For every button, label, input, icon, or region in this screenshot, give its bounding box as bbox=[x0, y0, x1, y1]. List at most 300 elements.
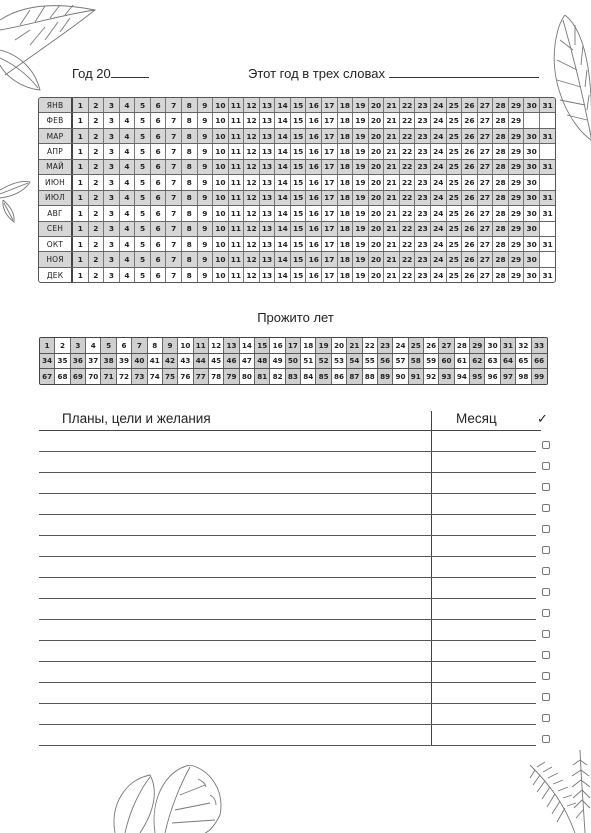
day-cell[interactable]: 11 bbox=[229, 129, 245, 143]
day-cell[interactable]: 21 bbox=[384, 160, 400, 174]
day-cell[interactable]: 5 bbox=[135, 237, 151, 251]
day-cell[interactable]: 20 bbox=[369, 252, 385, 266]
year-cell[interactable]: 59 bbox=[424, 354, 439, 369]
day-cell[interactable]: 26 bbox=[462, 191, 478, 205]
day-cell[interactable]: 4 bbox=[120, 237, 136, 251]
day-cell[interactable]: 12 bbox=[244, 175, 260, 189]
day-cell[interactable]: 4 bbox=[120, 113, 136, 127]
day-cell[interactable]: 11 bbox=[229, 222, 245, 236]
day-cell[interactable]: 14 bbox=[275, 252, 291, 266]
year-cell[interactable]: 54 bbox=[347, 354, 362, 369]
day-cell[interactable]: 17 bbox=[322, 129, 338, 143]
plan-line[interactable] bbox=[39, 703, 536, 704]
day-cell[interactable]: 1 bbox=[73, 113, 89, 127]
day-cell[interactable]: 16 bbox=[306, 191, 322, 205]
day-cell[interactable]: 30 bbox=[524, 191, 540, 205]
day-cell[interactable]: 10 bbox=[213, 191, 229, 205]
day-cell[interactable]: 26 bbox=[462, 113, 478, 127]
day-cell[interactable]: 18 bbox=[338, 268, 354, 282]
day-cell[interactable]: 17 bbox=[322, 175, 338, 189]
year-cell[interactable]: 39 bbox=[117, 354, 132, 369]
day-cell[interactable]: 3 bbox=[104, 206, 120, 220]
day-cell[interactable]: 21 bbox=[384, 191, 400, 205]
year-cell[interactable]: 19 bbox=[316, 338, 331, 353]
day-cell[interactable]: 2 bbox=[89, 237, 105, 251]
day-cell[interactable]: 26 bbox=[462, 144, 478, 158]
day-cell[interactable]: 25 bbox=[447, 268, 463, 282]
day-cell[interactable]: 15 bbox=[291, 222, 307, 236]
day-cell[interactable]: 29 bbox=[509, 268, 525, 282]
day-cell[interactable]: 22 bbox=[400, 206, 416, 220]
year-cell[interactable]: 35 bbox=[55, 354, 70, 369]
day-cell[interactable]: 28 bbox=[493, 191, 509, 205]
day-cell[interactable]: 24 bbox=[431, 129, 447, 143]
day-cell[interactable]: 18 bbox=[338, 144, 354, 158]
year-cell[interactable]: 65 bbox=[516, 354, 531, 369]
day-cell[interactable]: 31 bbox=[542, 270, 553, 280]
day-cell[interactable]: 22 bbox=[400, 237, 416, 251]
day-cell[interactable]: 17 bbox=[322, 191, 338, 205]
plan-line[interactable] bbox=[39, 493, 536, 494]
day-cell[interactable]: 13 bbox=[260, 144, 276, 158]
day-cell[interactable]: 30 bbox=[524, 237, 540, 251]
day-cell[interactable]: 20 bbox=[369, 98, 385, 112]
day-cell[interactable]: 13 bbox=[260, 160, 276, 174]
day-cell[interactable]: 9 bbox=[198, 222, 214, 236]
day-cell[interactable]: 4 bbox=[120, 144, 136, 158]
day-cell[interactable]: 20 bbox=[369, 160, 385, 174]
year-cell[interactable]: 79 bbox=[224, 369, 239, 384]
empty-day-cell[interactable] bbox=[540, 144, 556, 158]
day-cell[interactable]: 16 bbox=[306, 160, 322, 174]
day-cell[interactable]: 21 bbox=[384, 113, 400, 127]
day-cell[interactable]: 28 bbox=[493, 175, 509, 189]
day-cell[interactable]: 11 bbox=[229, 268, 245, 282]
year-cell[interactable]: 12 bbox=[209, 338, 224, 353]
day-cell[interactable]: 14 bbox=[275, 144, 291, 158]
year-cell[interactable]: 6 bbox=[117, 338, 132, 353]
year-cell[interactable]: 40 bbox=[132, 354, 147, 369]
day-cell[interactable]: 19 bbox=[353, 144, 369, 158]
year-cell[interactable]: 38 bbox=[101, 354, 116, 369]
plan-checkbox[interactable] bbox=[542, 525, 550, 533]
plan-checkbox[interactable] bbox=[542, 441, 550, 449]
day-cell[interactable]: 22 bbox=[400, 113, 416, 127]
year-cell[interactable]: 53 bbox=[332, 354, 347, 369]
day-cell[interactable]: 6 bbox=[151, 268, 167, 282]
year-cell[interactable]: 91 bbox=[409, 369, 424, 384]
day-cell[interactable]: 2 bbox=[89, 98, 105, 112]
day-cell[interactable]: 24 bbox=[431, 268, 447, 282]
day-cell[interactable]: 2 bbox=[89, 252, 105, 266]
day-cell[interactable]: 12 bbox=[244, 222, 260, 236]
day-cell[interactable]: 26 bbox=[462, 252, 478, 266]
year-cell[interactable]: 48 bbox=[255, 354, 270, 369]
day-cell[interactable]: 9 bbox=[198, 252, 214, 266]
day-cell[interactable]: 11 bbox=[229, 98, 245, 112]
year-cell[interactable]: 47 bbox=[240, 354, 255, 369]
year-cell[interactable]: 52 bbox=[316, 354, 331, 369]
day-cell[interactable]: 2 bbox=[89, 222, 105, 236]
three-words-input-line[interactable] bbox=[389, 77, 539, 78]
plan-line[interactable] bbox=[39, 556, 536, 557]
day-cell[interactable]: 5 bbox=[135, 129, 151, 143]
day-cell[interactable]: 25 bbox=[447, 191, 463, 205]
day-cell[interactable]: 13 bbox=[260, 175, 276, 189]
day-cell[interactable]: 27 bbox=[478, 175, 494, 189]
day-cell[interactable]: 14 bbox=[275, 222, 291, 236]
day-cell[interactable]: 6 bbox=[151, 252, 167, 266]
day-cell[interactable]: 14 bbox=[275, 206, 291, 220]
day-cell[interactable]: 8 bbox=[182, 98, 198, 112]
day-cell[interactable]: 1 bbox=[73, 191, 89, 205]
year-cell[interactable]: 11 bbox=[194, 338, 209, 353]
day-cell[interactable]: 5 bbox=[135, 175, 151, 189]
year-cell[interactable]: 36 bbox=[71, 354, 86, 369]
day-cell[interactable]: 28 bbox=[493, 268, 509, 282]
year-cell[interactable]: 96 bbox=[485, 369, 500, 384]
day-cell[interactable]: 6 bbox=[151, 237, 167, 251]
day-cell[interactable]: 31 bbox=[542, 208, 553, 218]
day-cell[interactable]: 6 bbox=[151, 160, 167, 174]
day-cell[interactable]: 24 bbox=[431, 144, 447, 158]
day-cell[interactable]: 20 bbox=[369, 113, 385, 127]
day-cell[interactable]: 19 bbox=[353, 237, 369, 251]
day-cell[interactable]: 6 bbox=[151, 98, 167, 112]
day-cell[interactable]: 30 bbox=[524, 268, 540, 282]
year-cell[interactable]: 23 bbox=[378, 338, 393, 353]
day-cell[interactable]: 16 bbox=[306, 252, 322, 266]
day-cell[interactable]: 26 bbox=[462, 98, 478, 112]
day-cell[interactable]: 15 bbox=[291, 175, 307, 189]
day-cell[interactable]: 4 bbox=[120, 175, 136, 189]
plan-checkbox[interactable] bbox=[542, 462, 550, 470]
year-cell[interactable]: 7 bbox=[132, 338, 147, 353]
year-cell[interactable]: 67 bbox=[40, 369, 55, 384]
day-cell[interactable]: 4 bbox=[120, 98, 136, 112]
day-cell[interactable]: 18 bbox=[338, 129, 354, 143]
year-cell[interactable]: 43 bbox=[178, 354, 193, 369]
day-cell[interactable]: 19 bbox=[353, 98, 369, 112]
day-cell[interactable]: 23 bbox=[415, 160, 431, 174]
plan-checkbox[interactable] bbox=[542, 504, 550, 512]
day-cell[interactable]: 1 bbox=[73, 268, 89, 282]
day-cell[interactable]: 13 bbox=[260, 252, 276, 266]
day-cell[interactable]: 18 bbox=[338, 237, 354, 251]
day-cell[interactable]: 14 bbox=[275, 268, 291, 282]
day-cell[interactable]: 1 bbox=[73, 252, 89, 266]
day-cell[interactable]: 21 bbox=[384, 237, 400, 251]
day-cell[interactable]: 25 bbox=[447, 206, 463, 220]
day-cell[interactable]: 20 bbox=[369, 191, 385, 205]
day-cell[interactable]: 7 bbox=[166, 206, 182, 220]
day-cell[interactable]: 23 bbox=[415, 175, 431, 189]
plan-line[interactable] bbox=[39, 514, 536, 515]
year-cell[interactable]: 50 bbox=[286, 354, 301, 369]
year-cell[interactable]: 9 bbox=[163, 338, 178, 353]
day-cell[interactable]: 10 bbox=[213, 113, 229, 127]
day-cell[interactable]: 7 bbox=[166, 237, 182, 251]
day-cell[interactable]: 8 bbox=[182, 129, 198, 143]
day-cell[interactable]: 21 bbox=[384, 222, 400, 236]
day-cell[interactable]: 28 bbox=[493, 98, 509, 112]
year-cell[interactable]: 83 bbox=[286, 369, 301, 384]
day-cell[interactable]: 16 bbox=[306, 175, 322, 189]
day-cell[interactable]: 13 bbox=[260, 98, 276, 112]
day-cell[interactable]: 3 bbox=[104, 144, 120, 158]
plan-checkbox[interactable] bbox=[542, 609, 550, 617]
day-cell[interactable]: 14 bbox=[275, 191, 291, 205]
day-cell[interactable]: 23 bbox=[415, 98, 431, 112]
day-cell[interactable]: 28 bbox=[493, 144, 509, 158]
year-cell[interactable]: 68 bbox=[55, 369, 70, 384]
day-cell[interactable]: 18 bbox=[338, 206, 354, 220]
day-cell[interactable]: 23 bbox=[415, 252, 431, 266]
day-cell[interactable]: 5 bbox=[135, 191, 151, 205]
plan-line[interactable] bbox=[39, 745, 536, 746]
day-cell[interactable]: 5 bbox=[135, 144, 151, 158]
day-cell[interactable]: 26 bbox=[462, 222, 478, 236]
day-cell[interactable]: 30 bbox=[524, 160, 540, 174]
day-cell[interactable]: 23 bbox=[415, 113, 431, 127]
day-cell[interactable]: 6 bbox=[151, 206, 167, 220]
year-cell[interactable]: 70 bbox=[86, 369, 101, 384]
day-cell[interactable]: 12 bbox=[244, 206, 260, 220]
plan-checkbox[interactable] bbox=[542, 630, 550, 638]
day-cell[interactable]: 24 bbox=[431, 98, 447, 112]
day-cell[interactable]: 28 bbox=[493, 222, 509, 236]
day-cell[interactable]: 15 bbox=[291, 206, 307, 220]
year-cell[interactable]: 63 bbox=[485, 354, 500, 369]
day-cell[interactable]: 13 bbox=[260, 222, 276, 236]
day-cell[interactable]: 22 bbox=[400, 222, 416, 236]
day-cell[interactable]: 26 bbox=[462, 268, 478, 282]
day-cell[interactable]: 28 bbox=[493, 160, 509, 174]
day-cell[interactable]: 22 bbox=[400, 191, 416, 205]
day-cell[interactable]: 22 bbox=[400, 268, 416, 282]
day-cell[interactable]: 28 bbox=[493, 237, 509, 251]
year-cell[interactable]: 51 bbox=[301, 354, 316, 369]
day-cell[interactable]: 11 bbox=[229, 144, 245, 158]
day-cell[interactable]: 6 bbox=[151, 144, 167, 158]
year-cell[interactable]: 28 bbox=[455, 338, 470, 353]
day-cell[interactable]: 3 bbox=[104, 113, 120, 127]
year-cell[interactable]: 5 bbox=[101, 338, 116, 353]
plan-line[interactable] bbox=[39, 640, 536, 641]
day-cell[interactable]: 22 bbox=[400, 175, 416, 189]
plan-checkbox[interactable] bbox=[542, 693, 550, 701]
day-cell[interactable]: 13 bbox=[260, 129, 276, 143]
year-cell[interactable]: 81 bbox=[255, 369, 270, 384]
day-cell[interactable]: 6 bbox=[151, 129, 167, 143]
day-cell[interactable]: 27 bbox=[478, 237, 494, 251]
year-cell[interactable]: 16 bbox=[270, 338, 285, 353]
day-cell[interactable]: 1 bbox=[73, 160, 89, 174]
day-cell[interactable]: 16 bbox=[306, 268, 322, 282]
day-cell[interactable]: 10 bbox=[213, 268, 229, 282]
day-cell[interactable]: 16 bbox=[306, 113, 322, 127]
day-cell[interactable]: 25 bbox=[447, 160, 463, 174]
year-field[interactable] bbox=[72, 66, 149, 81]
day-cell[interactable]: 5 bbox=[135, 206, 151, 220]
day-cell[interactable]: 13 bbox=[260, 191, 276, 205]
day-cell[interactable]: 10 bbox=[213, 222, 229, 236]
day-cell[interactable]: 4 bbox=[120, 206, 136, 220]
day-cell[interactable]: 29 bbox=[509, 237, 525, 251]
day-cell[interactable]: 28 bbox=[493, 206, 509, 220]
day-cell[interactable]: 27 bbox=[478, 252, 494, 266]
day-cell[interactable]: 30 bbox=[524, 175, 540, 189]
day-cell[interactable]: 20 bbox=[369, 237, 385, 251]
day-cell[interactable]: 7 bbox=[166, 268, 182, 282]
year-cell[interactable]: 85 bbox=[316, 369, 331, 384]
day-cell[interactable]: 9 bbox=[198, 237, 214, 251]
year-cell[interactable]: 77 bbox=[194, 369, 209, 384]
day-cell[interactable]: 25 bbox=[447, 252, 463, 266]
day-cell[interactable]: 21 bbox=[384, 129, 400, 143]
day-cell[interactable]: 9 bbox=[198, 144, 214, 158]
day-cell[interactable]: 15 bbox=[291, 237, 307, 251]
day-cell[interactable]: 9 bbox=[198, 113, 214, 127]
day-cell[interactable]: 19 bbox=[353, 175, 369, 189]
day-cell[interactable]: 8 bbox=[182, 222, 198, 236]
day-cell[interactable]: 18 bbox=[338, 191, 354, 205]
day-cell[interactable]: 31 bbox=[540, 191, 556, 205]
year-cell[interactable]: 56 bbox=[378, 354, 393, 369]
day-cell[interactable]: 31 bbox=[540, 98, 556, 112]
day-cell[interactable]: 27 bbox=[478, 98, 494, 112]
day-cell[interactable]: 29 bbox=[509, 252, 525, 266]
day-cell[interactable]: 16 bbox=[306, 144, 322, 158]
day-cell[interactable]: 16 bbox=[306, 129, 322, 143]
day-cell[interactable]: 19 bbox=[353, 129, 369, 143]
plan-checkbox[interactable] bbox=[542, 714, 550, 722]
day-cell[interactable]: 21 bbox=[384, 144, 400, 158]
day-cell[interactable]: 2 bbox=[89, 191, 105, 205]
day-cell[interactable]: 26 bbox=[462, 175, 478, 189]
year-cell[interactable]: 90 bbox=[393, 369, 408, 384]
day-cell[interactable]: 1 bbox=[73, 98, 89, 112]
day-cell[interactable]: 12 bbox=[244, 237, 260, 251]
day-cell[interactable]: 27 bbox=[478, 191, 494, 205]
year-cell[interactable]: 14 bbox=[240, 338, 255, 353]
day-cell[interactable]: 7 bbox=[166, 191, 182, 205]
day-cell[interactable]: 23 bbox=[415, 129, 431, 143]
day-cell[interactable]: 4 bbox=[120, 222, 136, 236]
day-cell[interactable]: 27 bbox=[478, 222, 494, 236]
year-cell[interactable]: 31 bbox=[501, 338, 516, 353]
day-cell[interactable]: 14 bbox=[275, 129, 291, 143]
day-cell[interactable]: 5 bbox=[135, 113, 151, 127]
day-cell[interactable]: 3 bbox=[104, 191, 120, 205]
day-cell[interactable]: 31 bbox=[542, 239, 553, 249]
year-cell[interactable]: 49 bbox=[270, 354, 285, 369]
day-cell[interactable]: 17 bbox=[322, 144, 338, 158]
day-cell[interactable]: 19 bbox=[353, 113, 369, 127]
day-cell[interactable]: 14 bbox=[275, 113, 291, 127]
year-cell[interactable]: 76 bbox=[178, 369, 193, 384]
year-cell[interactable]: 82 bbox=[270, 369, 285, 384]
plan-line[interactable] bbox=[39, 598, 536, 599]
day-cell[interactable]: 12 bbox=[244, 144, 260, 158]
day-cell[interactable]: 31 bbox=[540, 129, 556, 143]
empty-day-cell[interactable] bbox=[540, 252, 556, 266]
day-cell[interactable]: 8 bbox=[182, 268, 198, 282]
day-cell[interactable]: 4 bbox=[120, 160, 136, 174]
day-cell[interactable]: 6 bbox=[151, 222, 167, 236]
day-cell[interactable]: 29 bbox=[509, 98, 525, 112]
day-cell[interactable]: 15 bbox=[291, 191, 307, 205]
day-cell[interactable]: 5 bbox=[135, 268, 151, 282]
day-cell[interactable]: 8 bbox=[182, 206, 198, 220]
year-cell[interactable]: 94 bbox=[455, 369, 470, 384]
day-cell[interactable]: 8 bbox=[182, 237, 198, 251]
day-cell[interactable]: 15 bbox=[291, 98, 307, 112]
day-cell[interactable]: 8 bbox=[182, 160, 198, 174]
day-cell[interactable]: 25 bbox=[447, 237, 463, 251]
year-cell[interactable]: 24 bbox=[393, 338, 408, 353]
three-words-field[interactable] bbox=[248, 66, 539, 81]
empty-day-cell[interactable] bbox=[524, 113, 540, 127]
day-cell[interactable]: 25 bbox=[447, 129, 463, 143]
plan-checkbox[interactable] bbox=[542, 651, 550, 659]
year-cell[interactable]: 27 bbox=[439, 338, 454, 353]
day-cell[interactable]: 1 bbox=[73, 144, 89, 158]
day-cell[interactable]: 2 bbox=[89, 113, 105, 127]
day-cell[interactable]: 19 bbox=[353, 191, 369, 205]
year-cell[interactable]: 61 bbox=[455, 354, 470, 369]
day-cell[interactable]: 10 bbox=[213, 252, 229, 266]
day-cell[interactable]: 15 bbox=[291, 129, 307, 143]
day-cell[interactable]: 26 bbox=[462, 206, 478, 220]
year-cell[interactable]: 74 bbox=[148, 369, 163, 384]
year-cell[interactable]: 3 bbox=[71, 338, 86, 353]
day-cell[interactable]: 16 bbox=[306, 206, 322, 220]
day-cell[interactable]: 2 bbox=[89, 129, 105, 143]
day-cell[interactable]: 20 bbox=[369, 268, 385, 282]
day-cell[interactable]: 24 bbox=[431, 191, 447, 205]
day-cell[interactable]: 25 bbox=[447, 113, 463, 127]
day-cell[interactable]: 1 bbox=[73, 237, 89, 251]
day-cell[interactable]: 28 bbox=[493, 252, 509, 266]
day-cell[interactable]: 17 bbox=[322, 206, 338, 220]
day-cell[interactable]: 7 bbox=[166, 113, 182, 127]
day-cell[interactable]: 15 bbox=[291, 252, 307, 266]
day-cell[interactable]: 15 bbox=[291, 113, 307, 127]
day-cell[interactable]: 16 bbox=[306, 222, 322, 236]
day-cell[interactable]: 9 bbox=[198, 206, 214, 220]
day-cell[interactable]: 8 bbox=[182, 175, 198, 189]
day-cell[interactable]: 2 bbox=[89, 144, 105, 158]
day-cell[interactable]: 23 bbox=[415, 191, 431, 205]
year-cell[interactable]: 4 bbox=[86, 338, 101, 353]
day-cell[interactable]: 30 bbox=[524, 222, 540, 236]
day-cell[interactable]: 11 bbox=[229, 206, 245, 220]
day-cell[interactable]: 11 bbox=[229, 237, 245, 251]
day-cell[interactable]: 13 bbox=[260, 268, 276, 282]
day-cell[interactable]: 29 bbox=[509, 129, 525, 143]
year-cell[interactable]: 57 bbox=[393, 354, 408, 369]
day-cell[interactable]: 7 bbox=[166, 98, 182, 112]
day-cell[interactable]: 3 bbox=[104, 222, 120, 236]
year-cell[interactable]: 97 bbox=[501, 369, 516, 384]
day-cell[interactable]: 30 bbox=[524, 206, 540, 220]
day-cell[interactable]: 12 bbox=[244, 113, 260, 127]
day-cell[interactable]: 10 bbox=[213, 206, 229, 220]
year-cell[interactable]: 58 bbox=[409, 354, 424, 369]
day-cell[interactable]: 10 bbox=[213, 160, 229, 174]
year-cell[interactable]: 15 bbox=[255, 338, 270, 353]
